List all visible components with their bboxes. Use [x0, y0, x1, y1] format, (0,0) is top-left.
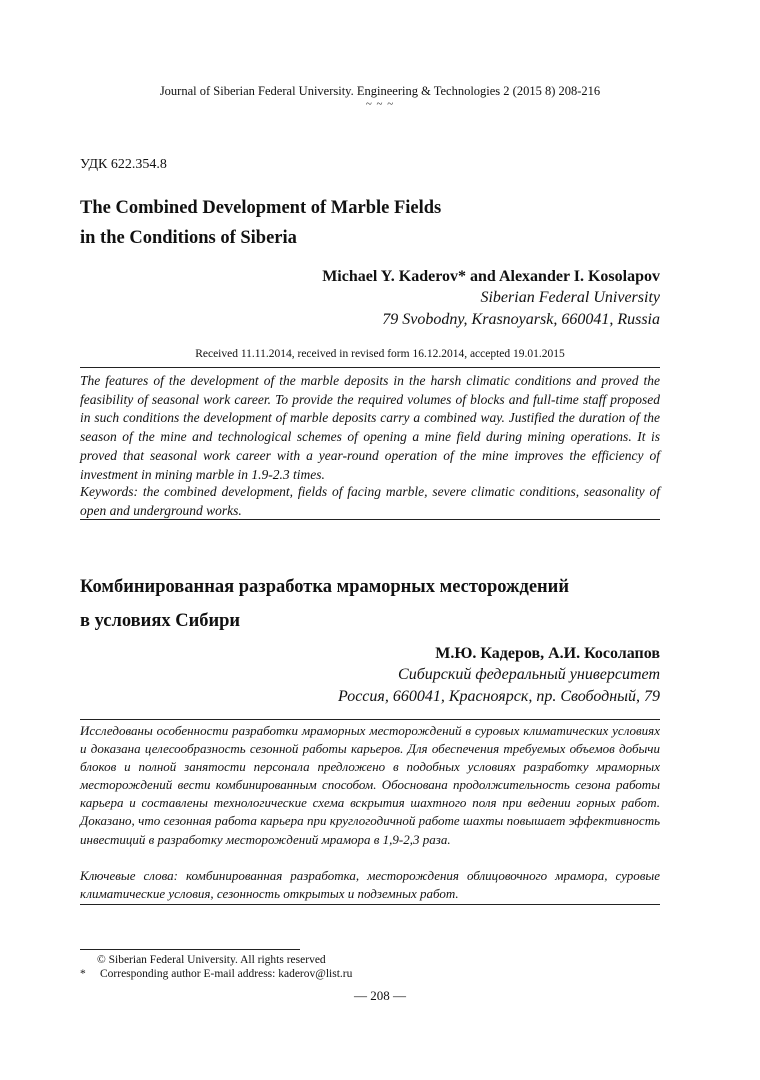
journal-header: Journal of Siberian Federal University. Engineering & Technologies 2 (2015 8) 208-216: [159, 84, 601, 98]
english-affiliation-institution: Siberian Federal University: [480, 289, 660, 306]
english-affiliation-address: 79 Svobodny, Krasnoyarsk, 660041, Russia: [382, 311, 660, 328]
header-ornament: ~ ~ ~: [365, 98, 395, 110]
udk-code: УДК 622.354.8: [80, 157, 167, 172]
russian-title: [80, 570, 660, 638]
russian-keywords: Ключевые слова: комбинированная разработка, месторождения облицовочного мрамора, суровые климатические условия, сезонность открытых и подземных работ.: [80, 868, 660, 902]
russian-abstract: Исследованы особенности разработки мраморных месторождений в суровых климатических условиях и доказана целесообразность сезонной работы карьеров. Для обеспечения требуемых объемов добычи блоков и полной занятости персонала предложено в подобных условиях разработку мраморных месторождений вести комбинированным способом. Обоснована продолжительность сезона работы карьера и составлены технологические схема вскрытия шахтного поля при ведении горных работ. Доказано, что сезонная работа карьера при круглогодичной работе шахты повышает эффективность инвестиций в разработку месторождений мрамора в 1,9-2,3 раза.: [80, 723, 660, 847]
divider: [80, 519, 660, 520]
received-dates: Received 11.11.2014, received in revised form 16.12.2014, accepted 19.01.2015: [195, 348, 565, 360]
divider: [80, 719, 660, 720]
russian-title-line: в условиях Сибири: [80, 611, 241, 631]
footnote-asterisk: *: [80, 968, 86, 980]
russian-authors: М.Ю. Кадеров, А.И. Косолапов: [435, 645, 660, 662]
corresponding-author-footnote: [80, 967, 660, 981]
page-number: — 208 —: [354, 988, 406, 1003]
copyright-footnote: © Siberian Federal University. All rights reserved: [97, 954, 326, 966]
divider: [80, 904, 660, 905]
russian-title-line: Комбинированная разработка мраморных месторождений: [80, 577, 570, 597]
english-abstract: The features of the development of the marble deposits in the harsh climatic conditions and proved the feasibility of seasonal work career. To provide the required volumes of blocks and full-time staff proposed in such conditions the development of marble deposits carry a combined way. Justified the duration of the season of the mine and technological schemes of opening a mine field during mining operations. It is proved that seasonal work career with a year-round operation of the mine improves the efficiency of investment in mining marble in 1.9-2.3 times.: [80, 373, 660, 482]
divider: [80, 367, 660, 368]
corresponding-author-email[interactable]: Corresponding author E-mail address: kaderov@list.ru: [100, 968, 353, 980]
russian-affiliation-address: Россия, 660041, Красноярск, пр. Свободный, 79: [338, 688, 660, 705]
english-title-line: The Combined Development of Marble Fields: [80, 198, 442, 218]
russian-affiliation-institution: Сибирский федеральный университет: [398, 666, 660, 683]
english-keywords: Keywords: the combined development, fields of facing marble, severe climatic conditions, seasonality of open and underground works.: [80, 484, 660, 518]
english-title: [80, 193, 640, 253]
footnote-divider: [80, 949, 300, 950]
english-authors: Michael Y. Kaderov* and Alexander I. Kosolapov: [322, 268, 660, 285]
english-title-line: in the Conditions of Siberia: [80, 228, 297, 248]
